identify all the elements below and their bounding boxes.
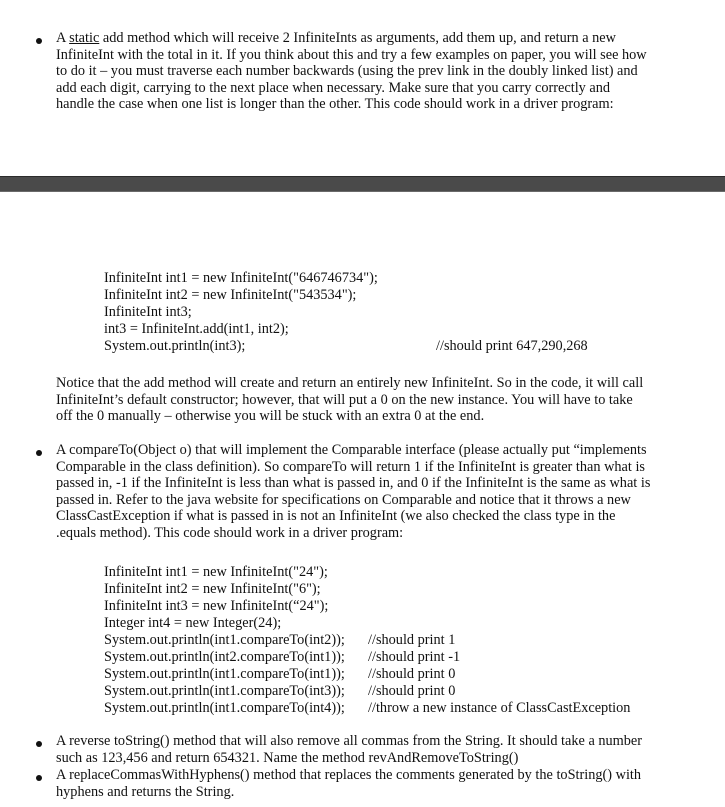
code-line: System.out.println(int1.compareTo(int4)); bbox=[104, 700, 345, 716]
code-line: System.out.println(int2.compareTo(int1)); bbox=[104, 649, 345, 665]
code-line: InfiniteInt int3; bbox=[104, 304, 192, 320]
text-line: .equals method). This code should work in a driver program: bbox=[56, 524, 404, 541]
text-line: InfiniteInt with the total in it. If you think about this and try a few examples on paper, you will see how bbox=[56, 46, 647, 63]
reverse-tostring-description bbox=[56, 733, 674, 766]
static-word: static bbox=[69, 30, 100, 46]
code-line: InfiniteInt int2 = new InfiniteInt("6"); bbox=[104, 581, 321, 597]
add-method-description bbox=[56, 30, 674, 113]
code-comment: //throw a new instance of ClassCastException bbox=[368, 700, 631, 716]
code-line: System.out.println(int1.compareTo(int2)); bbox=[104, 632, 345, 648]
code-comment: //should print 0 bbox=[368, 666, 456, 682]
code-line: System.out.println(int1.compareTo(int3)); bbox=[104, 683, 345, 699]
bullet-marker bbox=[36, 775, 42, 781]
text-line: passed in. Refer to the java website for specifications on Comparable and notice that it throws a new bbox=[56, 491, 631, 508]
code-comment: //should print 1 bbox=[368, 632, 456, 648]
notice-paragraph bbox=[56, 375, 674, 425]
code-line: System.out.println(int3); bbox=[104, 338, 246, 354]
text-line: Comparable in the class definition). So compareTo will return 1 if the InfiniteInt is greater than what is bbox=[56, 458, 645, 475]
page-divider bbox=[0, 176, 725, 192]
code-line: InfiniteInt int3 = new InfiniteInt(“24"); bbox=[104, 598, 329, 614]
text-line: A reverse toString() method that will also remove all commas from the String. It should take a number bbox=[56, 733, 643, 749]
code-comment: //should print -1 bbox=[368, 649, 461, 665]
code-comment: //should print 0 bbox=[368, 683, 456, 699]
text-line: such as 123,456 and return 654321. Name the method revAndRemoveToString() bbox=[56, 749, 519, 766]
text-line: A static add method which will receive 2 InfiniteInts as arguments, add them up, and return a new bbox=[56, 30, 616, 46]
text-line: off the 0 manually – otherwise you will be stuck with an extra 0 at the end. bbox=[56, 408, 485, 425]
code-line: System.out.println(int1.compareTo(int1)); bbox=[104, 666, 345, 682]
text-line: InfiniteInt’s default constructor; however, that will put a 0 on the new instance. You will have to take bbox=[56, 391, 633, 408]
code-comment: //should print 647,290,268 bbox=[436, 338, 588, 354]
code-line: InfiniteInt int1 = new InfiniteInt("646746734"); bbox=[104, 270, 378, 286]
bullet-marker bbox=[36, 38, 42, 44]
text-line: A replaceCommasWithHyphens() method that replaces the comments generated by the toString() with bbox=[56, 767, 642, 783]
replace-commas-description bbox=[56, 767, 674, 800]
bullet-marker bbox=[36, 450, 42, 456]
code-line: Integer int4 = new Integer(24); bbox=[104, 615, 282, 631]
text-line: to do it – you must traverse each number backwards (using the prev link in the doubly linked list) and bbox=[56, 63, 638, 80]
code-line: InfiniteInt int1 = new InfiniteInt("24"); bbox=[104, 564, 328, 580]
text-line: Notice that the add method will create and return an entirely new InfiniteInt. So in the code, it will call bbox=[56, 375, 644, 391]
compareto-description bbox=[56, 442, 674, 542]
text-line: add each digit, carrying to the next place when necessary. Make sure that you carry correctly and bbox=[56, 79, 611, 96]
text-line: A compareTo(Object o) that will implement the Comparable interface (please actually put “implements bbox=[56, 442, 647, 458]
text-line: hyphens and returns the String. bbox=[56, 783, 235, 800]
code-line: int3 = InfiniteInt.add(int1, int2); bbox=[104, 321, 289, 337]
bullet-marker bbox=[36, 741, 42, 747]
text-line: ClassCastException if what is passed in is not an InfiniteInt (we also checked the class type in the bbox=[56, 508, 616, 525]
code-line: InfiniteInt int2 = new InfiniteInt("543534"); bbox=[104, 287, 357, 303]
text-line: passed in, -1 if the InfiniteInt is less than what is passed in, and 0 if the InfiniteInt is the same as what is bbox=[56, 475, 651, 492]
text-line: handle the case when one list is longer than the other. This code should work in a driver program: bbox=[56, 96, 614, 113]
